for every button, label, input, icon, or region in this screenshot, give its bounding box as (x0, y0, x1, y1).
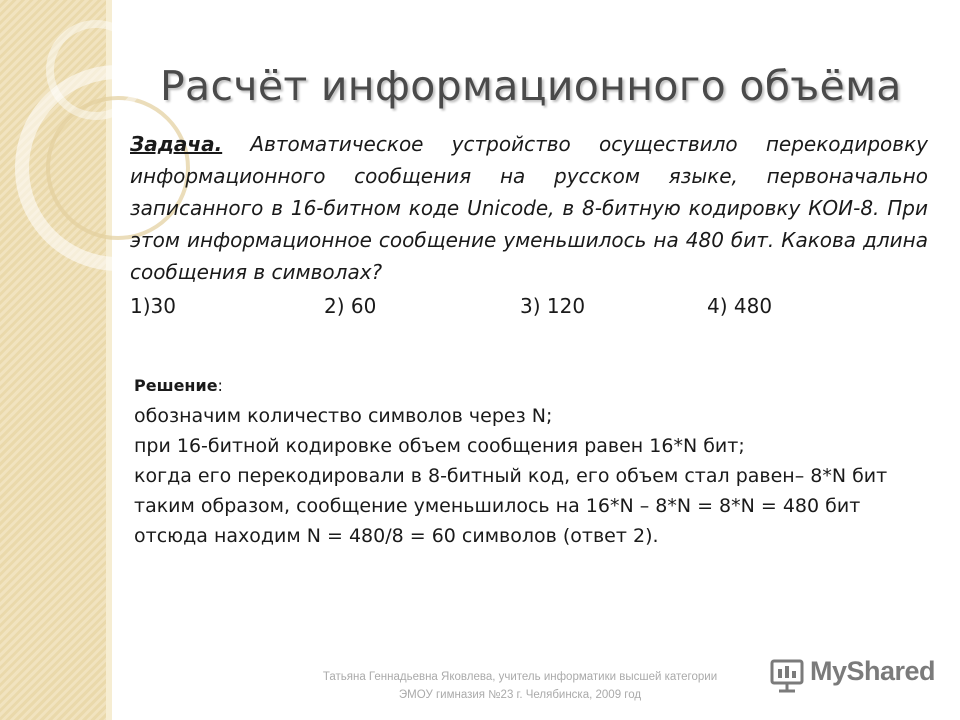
solution-colon: : (217, 376, 223, 395)
answer-options (130, 290, 928, 322)
task-label: Задача. (130, 132, 223, 156)
task-text: Автоматическое устройство осуществило перекодировку информационного сообщения на русском языке, первоначально записанного в 16-битном коде Unicode, в 8-битную кодировку КОИ-8. При этом информационное сообщение уменьшилось на 480 бит. Какова длина сообщения в символах? (130, 132, 928, 284)
answer-option-1: 1)30 (130, 294, 176, 318)
solution-line: отсюда находим N = 480/8 = 60 символов (ответ 2). (134, 525, 659, 547)
footer-author: Татьяна Геннадьевна Яковлева, учитель информатики высшей категории (322, 671, 718, 683)
solution-line: обозначим количество символов через N; (134, 405, 553, 427)
solution-label: Решение (134, 376, 218, 395)
task-paragraph (130, 128, 928, 288)
solution-line: когда его перекодировали в 8-битный код, его объем стал равен– 8*N бит (134, 465, 888, 487)
watermark (768, 654, 938, 694)
answer-option-3: 3) 120 (520, 294, 586, 318)
solution-line: таким образом, сообщение уменьшилось на 16*N – 8*N = 8*N = 480 бит (134, 495, 861, 517)
watermark-text: MyShared (810, 656, 936, 686)
solution-heading (134, 375, 934, 397)
answer-option-4: 4) 480 (707, 294, 773, 318)
answer-option-2: 2) 60 (324, 294, 377, 318)
footer-school: ЭМОУ гимназия №23 г. Челябинска, 2009 год (398, 689, 642, 701)
presentation-board-icon (768, 656, 806, 694)
slide-title: Расчёт информационного объёма (160, 62, 902, 110)
solution-block (134, 375, 934, 551)
solution-line: при 16-битной кодировке объем сообщения равен 16*N бит; (134, 435, 745, 457)
slide-footer (200, 668, 840, 704)
